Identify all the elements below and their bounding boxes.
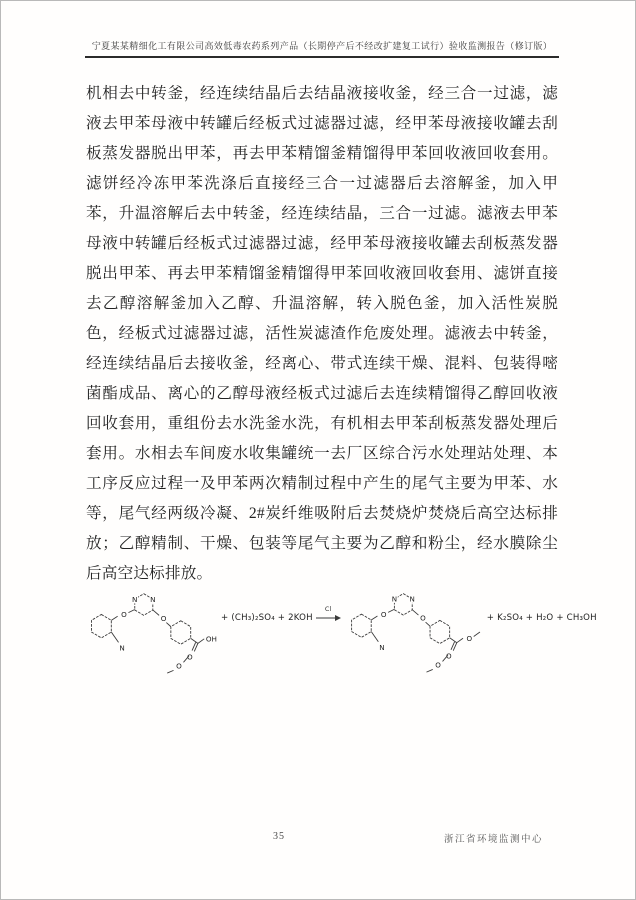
nitrile-n-label: N <box>379 642 385 652</box>
reagents-text: + (CH₃)₂SO₄ + 2KOH <box>221 613 313 623</box>
ether-o-label: O <box>380 609 387 619</box>
methyl-enol-o-label: O <box>466 633 472 643</box>
methoxy-o-label: O <box>435 660 441 670</box>
reaction-scheme <box>83 591 597 691</box>
pyrimidine-n1-label: N <box>132 594 138 604</box>
arrow-condition-label: Cl <box>324 605 331 613</box>
pyrimidine-n1-label: N <box>391 594 397 604</box>
products-text: + K₂SO₄ + H₂O + CH₃OH <box>486 613 597 623</box>
carbonyl-o-label: O <box>445 651 452 661</box>
pyrimidine-n2-label: N <box>409 594 415 604</box>
ether-o2-label: O <box>419 613 426 623</box>
reaction-arrow <box>315 603 341 625</box>
nitrile-n-label: N <box>119 643 125 653</box>
methoxy-o-label: O <box>176 661 182 671</box>
enol-oh-label: OH <box>205 634 217 644</box>
ether-o2-label: O <box>160 613 167 623</box>
reactant-molecule-structure <box>83 591 219 674</box>
page-header <box>85 39 559 58</box>
ether-o-label: O <box>121 610 127 620</box>
header-title: 宁夏某某精细化工有限公司高效低毒农药系列产品（长期停产后不经改扩建复工试行）验收监测报告（修订版） <box>91 41 553 51</box>
pyrimidine-n2-label: N <box>150 594 156 604</box>
page-number: 35 <box>273 831 285 842</box>
footer-organization: 浙江省环境监测中心 <box>444 835 544 845</box>
product-molecule-structure <box>343 591 485 673</box>
body-paragraph: 机相去中转釜，经连续结晶后去结晶液接收釜，经三合一过滤，滤液去甲苯母液中转罐后经板式过滤器过滤，经甲苯母液接收罐去刮板蒸发器脱出甲苯，再去甲苯精馏釜精馏得甲苯回收液回收套用。滤饼经冷冻甲苯洗涤后直接经三合一过滤器后去溶解釜，加入甲苯，升温溶解后去中转釜，经连续结晶，三合一过滤。滤液去甲苯母液中转罐后经板式过滤器过滤，经甲苯母液接收罐去刮板蒸发器脱出甲苯、再去甲苯精馏釜精馏得甲苯回收液回收套用、滤饼直接去乙醇溶解釜加入乙醇、升温溶解，转入脱色釜，加入活性炭脱色，经板式过滤器过滤，活性炭滤渣作危废处理。滤液去中转釜，经连续结晶后去接收釜，经离心、带式连续干燥、混料、包装得嘧菌酯成品、离心的乙醇母液经板式过滤后去连续精馏得乙醇回收液回收套用，重组份去水洗釜水洗，有机相去甲苯刮板蒸发器处理后套用。水相去车间废水收集罐统一去厂区综合污水处理站处理、本工序反应过程一及甲苯两次精制过程中产生的尾气主要为甲苯、水等，尾气经两级冷凝、2#炭纤维吸附后去焚烧炉焚烧后高空达标排放；乙醇精制、干燥、包装等尾气主要为乙醇和粉尘，经水膜除尘后高空达标排放。 <box>86 85 558 582</box>
carbonyl-o-label: O <box>186 652 193 662</box>
